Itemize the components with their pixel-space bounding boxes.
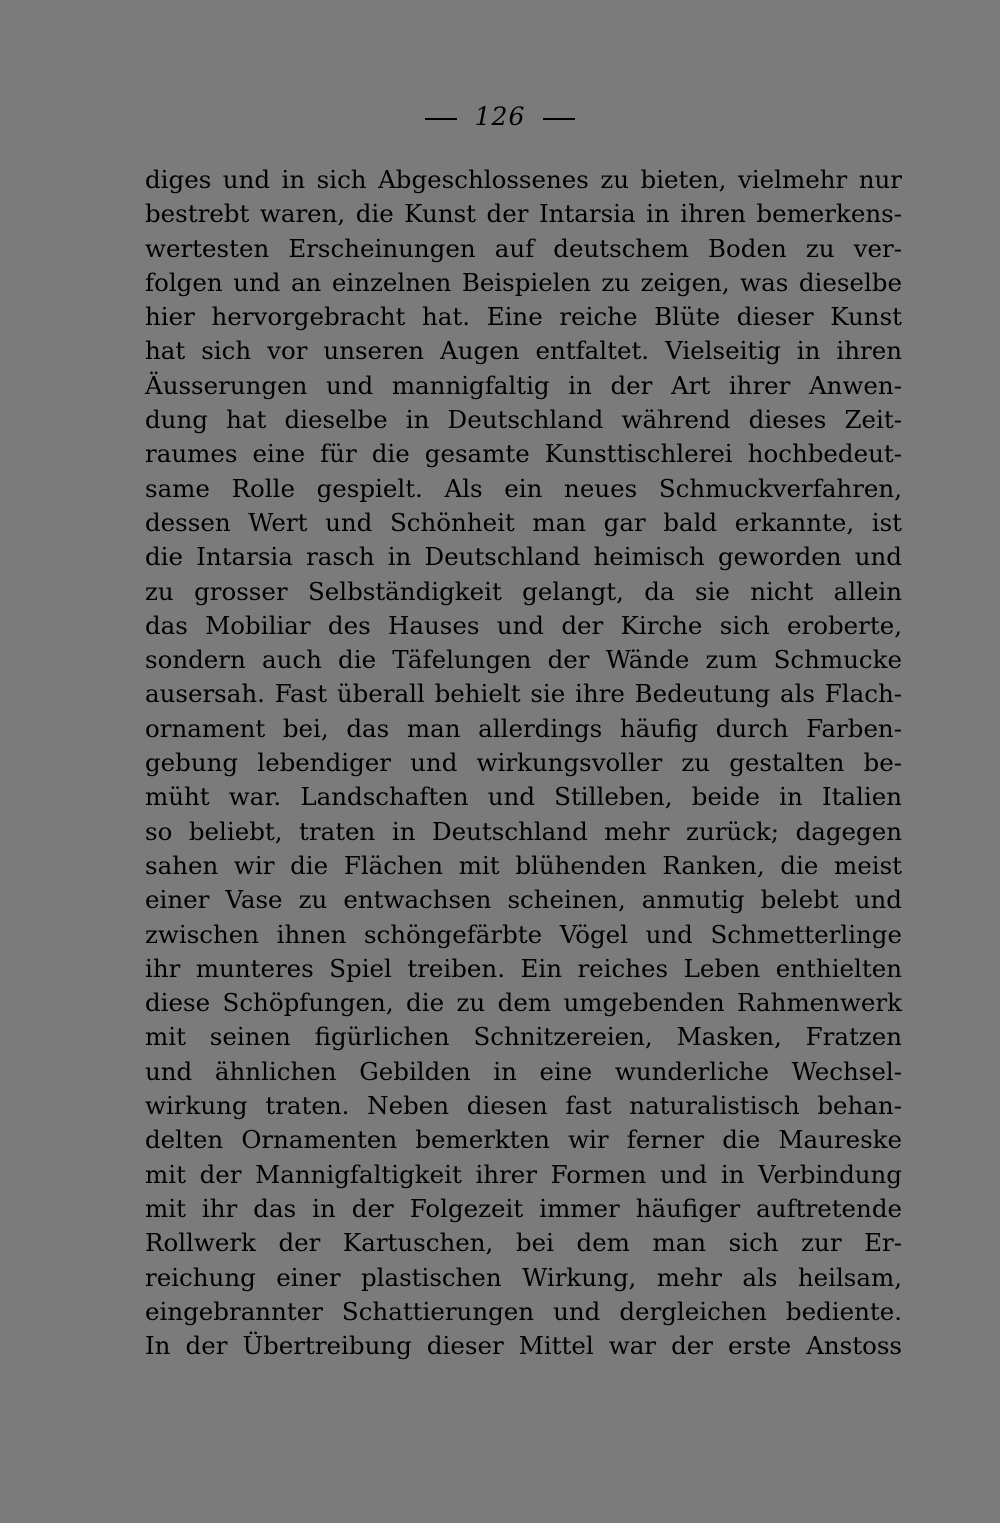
text-line: reichung einer plastischen Wirkung, mehr als heilsam,: [145, 1262, 902, 1292]
text-line: sahen wir die Flächen mit blühenden Ranken, die meist: [145, 850, 902, 880]
text-line: die Intarsia rasch in Deutschland heimisch geworden und: [145, 542, 902, 572]
text-line: diese Schöpfungen, die zu dem umgebenden Rahmenwerk: [145, 988, 902, 1018]
text-line: In der Übertreibung dieser Mittel war der erste Anstoss: [145, 1331, 902, 1361]
text-line: zwischen ihnen schöngefärbte Vögel und Schmetterlinge: [145, 919, 902, 949]
text-line: diges und in sich Abgeschlossenes zu bieten, vielmehr nur: [145, 165, 902, 194]
text-line: bestrebt waren, die Kunst der Intarsia in ihren bemerkens-: [145, 199, 902, 229]
text-line: einer Vase zu entwachsen scheinen, anmutig belebt und: [145, 885, 902, 915]
text-line: so beliebt, traten in Deutschland mehr zurück; dagegen: [145, 816, 902, 846]
text-line: ausersah. Fast überall behielt sie ihre Bedeutung als Flach-: [145, 679, 902, 709]
text-line: hat sich vor unseren Augen entfaltet. Vielseitig in ihren: [145, 336, 902, 366]
text-line: mit ihr das in der Folgezeit immer häufiger auftretende: [145, 1193, 902, 1223]
text-line: delten Ornamenten bemerkten wir ferner die Maureske: [145, 1125, 902, 1155]
text-line: eingebrannter Schattierungen und dergleichen bediente.: [145, 1296, 902, 1326]
text-line: ihr munteres Spiel treiben. Ein reiches Leben enthielten: [145, 953, 902, 983]
header-dash-left: [425, 118, 457, 120]
header-dash-right: [543, 118, 575, 120]
text-line: wertesten Erscheinungen auf deutschem Boden zu ver-: [145, 233, 902, 263]
text-line: wirkung traten. Neben diesen fast naturalistisch behan-: [145, 1091, 902, 1121]
text-line: mit seinen figürlichen Schnitzereien, Masken, Fratzen: [145, 1022, 902, 1052]
text-line: das Mobiliar des Hauses und der Kirche sich eroberte,: [145, 610, 902, 640]
text-line: sondern auch die Täfelungen der Wände zum Schmucke: [145, 645, 902, 675]
text-line: raumes eine für die gesamte Kunsttischlerei hochbedeut-: [145, 439, 902, 469]
text-line: mit der Mannigfaltigkeit ihrer Formen und in Verbindung: [145, 1159, 902, 1189]
text-line: dung hat dieselbe in Deutschland während dieses Zeit-: [145, 405, 902, 435]
text-line: und ähnlichen Gebilden in eine wunderliche Wechsel-: [145, 1056, 902, 1086]
text-line: Äusserungen und mannigfaltig in der Art ihrer Anwen-: [145, 370, 902, 400]
text-line: gebung lebendiger und wirkungsvoller zu gestalten be-: [145, 748, 902, 778]
text-line: Rollwerk der Kartuschen, bei dem man sich zur Er-: [145, 1228, 902, 1258]
text-line: same Rolle gespielt. Als ein neues Schmuckverfahren,: [145, 473, 902, 503]
text-line: hier hervorgebracht hat. Eine reiche Blüte dieser Kunst: [145, 302, 902, 332]
text-line: folgen und an einzelnen Beispielen zu zeigen, was dieselbe: [145, 267, 902, 297]
text-line: müht war. Landschaften und Stilleben, beide in Italien: [145, 782, 902, 812]
text-line: zu grosser Selbständigkeit gelangt, da sie nicht allein: [145, 576, 902, 606]
body-text: [145, 163, 902, 1363]
text-line: dessen Wert und Schönheit man gar bald erkannte, ist: [145, 507, 902, 537]
text-line: ornament bei, das man allerdings häufig durch Farben-: [145, 713, 902, 743]
page-header: [0, 100, 1000, 134]
page-number: 126: [474, 102, 526, 131]
